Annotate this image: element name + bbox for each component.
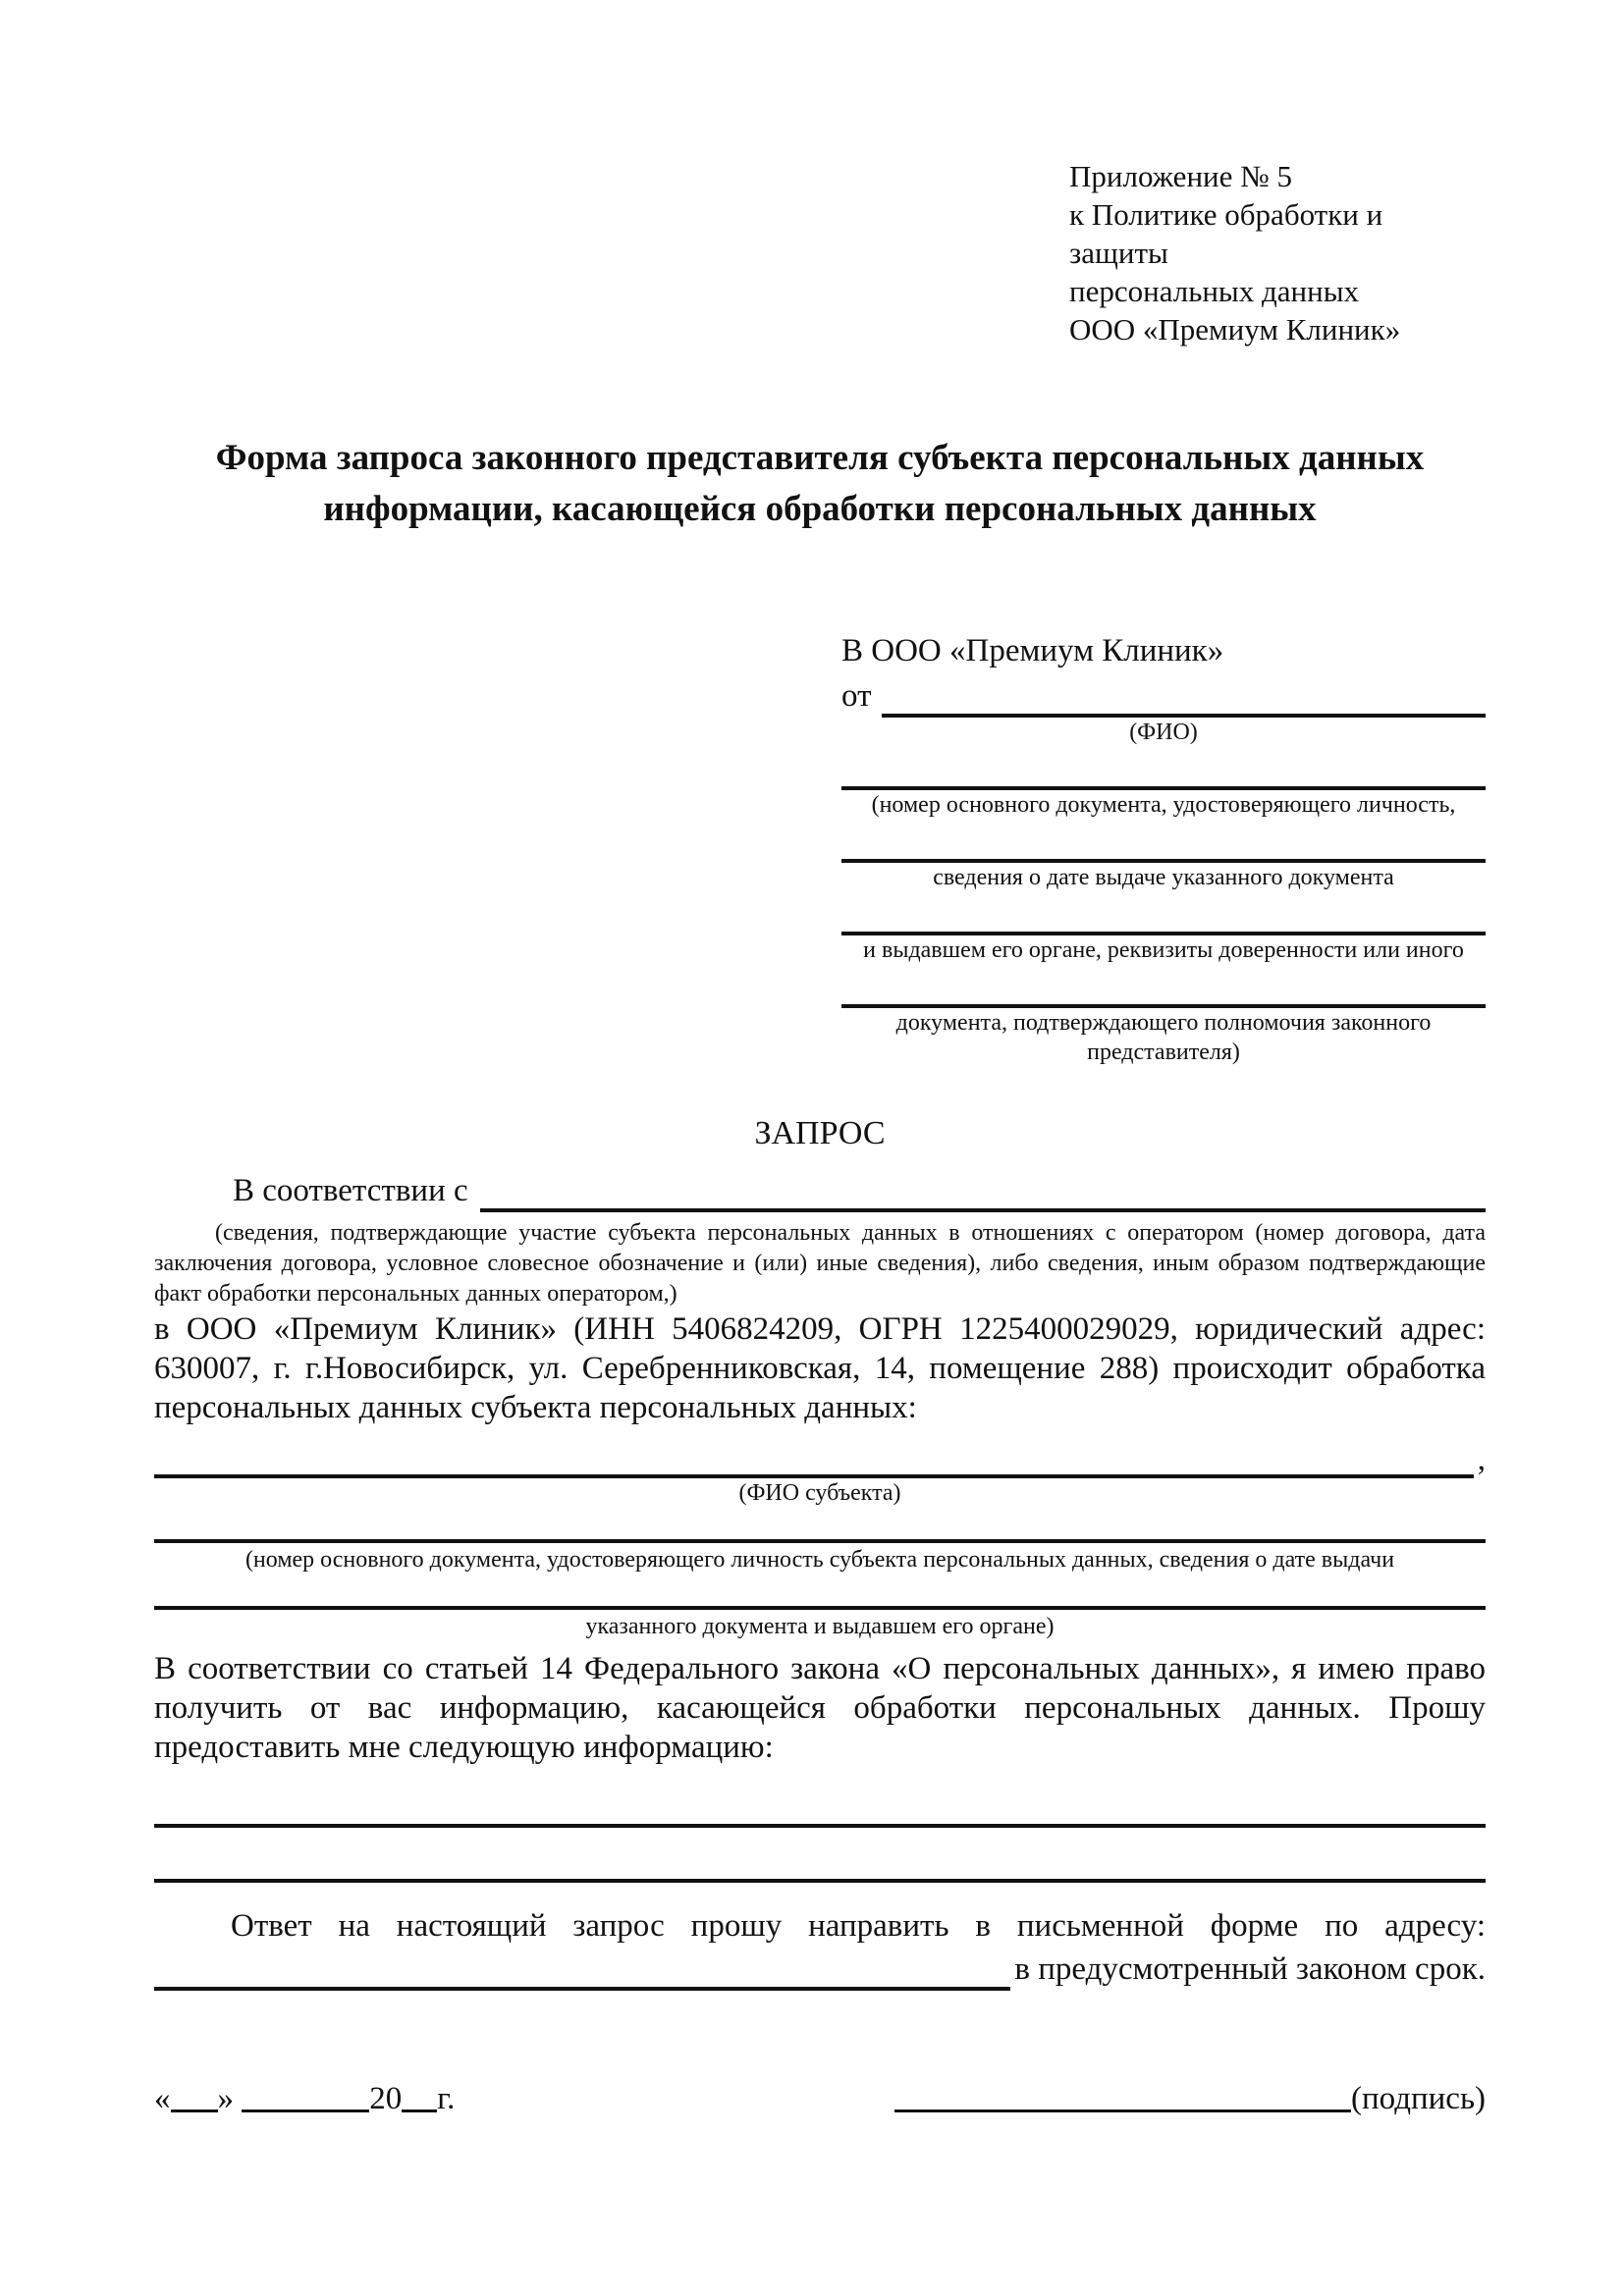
addressee-to: В ООО «Премиум Клиник» — [841, 633, 1224, 668]
authority-doc-caption: документа, подтверждающего полномочия законного представителя) — [895, 1010, 1432, 1065]
from-row — [841, 674, 1486, 718]
reply-tail: в предусмотренный законом срок. — [1014, 1951, 1486, 1987]
date-day-blank — [171, 2083, 218, 2112]
intro-row — [154, 1169, 1486, 1212]
field-group — [841, 747, 1486, 820]
date-year-blank — [402, 2083, 437, 2112]
appendix-line: ООО «Премиум Клиник» — [1069, 312, 1401, 347]
date-year-prefix: 20 — [369, 2081, 403, 2116]
doc-number-caption: (номер основного документа, удостоверяющего личность, — [871, 792, 1456, 818]
document-title — [154, 433, 1486, 535]
subject-doc-blank-line — [154, 1508, 1486, 1543]
intro-label: В соответствии с — [233, 1173, 468, 1208]
date-close-quote: » — [217, 2081, 234, 2116]
field-group — [841, 892, 1486, 965]
doc-number-blank-line — [841, 747, 1486, 790]
date-year-suffix: г. — [437, 2081, 456, 2116]
law-paragraph: В соответствии со статьей 14 Федерального закона «О персональных данных», я имею право получить от вас информацию, касающейся обработки персональных данных. Прошу предоставить мне следующую информацию: — [154, 1651, 1486, 1765]
signature-line — [894, 2081, 1486, 2117]
issue-date-caption: сведения о дате выдаче указанного документа — [933, 865, 1394, 890]
field-group — [841, 820, 1486, 892]
addressee-block — [841, 629, 1486, 1067]
issue-authority-blank-line — [841, 892, 1486, 935]
fio-caption: (ФИО) — [1129, 720, 1198, 745]
date-open-quote: « — [154, 2081, 171, 2116]
field-group — [841, 965, 1486, 1067]
subject-fio-row — [154, 1441, 1486, 1478]
info-blank-line — [154, 1767, 1486, 1828]
reply-paragraph: Ответ на настоящий запрос прошу направить в письменной форме по адресу: — [231, 1908, 1486, 1944]
subject-fio-comma: , — [1477, 1442, 1486, 1477]
info-blank-line — [154, 1828, 1486, 1883]
subject-fio-blank-line — [154, 1441, 1474, 1478]
relation-blank-line — [480, 1173, 1486, 1212]
field-group — [154, 1575, 1486, 1641]
issue-date-blank-line — [841, 820, 1486, 863]
appendix-line: персональных данных — [1069, 274, 1360, 308]
subject-doc-authority-caption: указанного документа и выдавшем его органе) — [585, 1614, 1055, 1639]
issue-authority-caption: и выдавшем его органе, реквизиты доверенности или иного — [863, 937, 1464, 963]
reply-address-blank-line — [154, 1953, 1010, 1991]
fio-blank-line — [882, 678, 1487, 718]
field-group — [154, 1508, 1486, 1575]
appendix-line: Приложение № 5 — [1069, 159, 1292, 193]
operator-paragraph: в ООО «Премиум Клиник» (ИНН 5406824209, ОГРН 1225400029029, юридический адрес: 630007, г. г.Новосибирск, ул. Серебренниковская, 14, помещение 288) происходит обработка персональных данных субъекта персональных данных: — [154, 1311, 1486, 1425]
reply-address-row — [154, 1948, 1486, 1991]
subject-doc-authority-blank-line — [154, 1575, 1486, 1610]
request-heading: ЗАПРОС — [754, 1115, 886, 1151]
authority-doc-blank-line — [841, 965, 1486, 1008]
from-label: от — [841, 678, 872, 714]
document-title-line: Форма запроса законного представителя субъекта персональных данных — [215, 438, 1425, 478]
date-line — [154, 2081, 455, 2117]
intro-caption: (сведения, подтверждающие участие субъекта персональных данных в отношениях с оператором (номер договора, дата заключения договора, условное словесное обозначение и (или) иные сведения), либо сведения, иным образом подтверждающие факт обработки персональных данных оператором,) — [154, 1220, 1486, 1307]
document-title-line: информации, касающейся обработки персональных данных — [323, 489, 1317, 529]
subject-fio-caption: (ФИО субъекта) — [738, 1480, 901, 1506]
footer — [154, 2081, 1486, 2117]
appendix-block — [1069, 157, 1486, 348]
subject-doc-caption: (номер основного документа, удостоверяющего личность субъекта персональных данных, сведения о дате выдачи — [244, 1547, 1395, 1573]
appendix-line: к Политике обработки и защиты — [1069, 197, 1383, 270]
signature-blank — [894, 2083, 1351, 2112]
signature-caption: (подпись) — [1351, 2081, 1486, 2116]
date-month-blank — [242, 2083, 369, 2112]
